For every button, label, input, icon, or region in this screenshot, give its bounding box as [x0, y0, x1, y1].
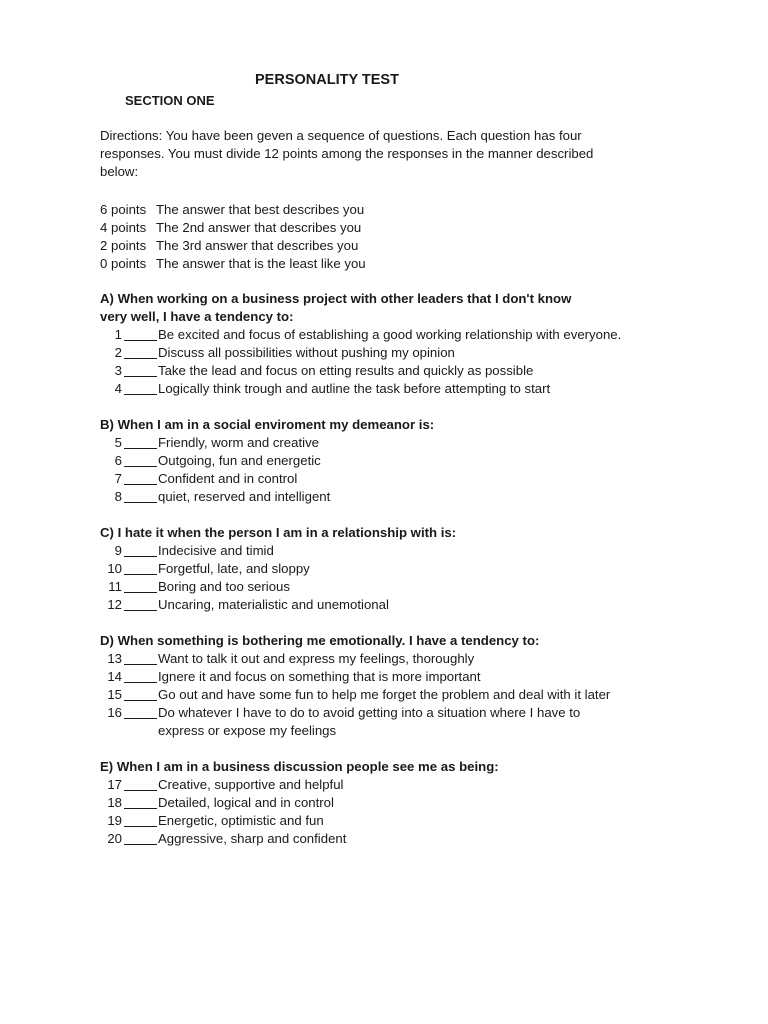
answer-number: 4	[114, 381, 122, 396]
answer-number: 16	[107, 705, 122, 720]
question-c	[100, 524, 720, 614]
answer-text: Friendly, worm and creative	[158, 435, 319, 450]
answer-blank[interactable]	[124, 560, 157, 575]
answer-blank[interactable]	[124, 776, 157, 791]
answer-text: Ignere it and focus on something that is more important	[158, 669, 481, 684]
answer-item	[100, 362, 720, 380]
answer-item	[100, 380, 720, 398]
answer-number: 8	[114, 489, 122, 504]
scoring-description: The 3rd answer that describes you	[156, 238, 359, 253]
scoring-description: The answer that best describes you	[156, 202, 365, 217]
answer-item	[100, 578, 720, 596]
answer-text: Discuss all possibilities without pushing my opinion	[158, 345, 455, 360]
answer-item	[100, 776, 720, 794]
scoring-points: 2 points	[100, 238, 147, 253]
answer-item	[100, 434, 720, 452]
answer-text: Forgetful, late, and sloppy	[158, 561, 310, 576]
question-text: B) When I am in a social enviroment my demeanor is:	[100, 417, 435, 432]
answer-item	[100, 326, 720, 344]
question-text: D) When something is bothering me emotionally. I have a tendency to:	[100, 633, 540, 648]
answer-blank[interactable]	[124, 794, 157, 809]
answer-blank[interactable]	[124, 434, 157, 449]
answer-item	[100, 344, 720, 362]
answer-item	[100, 812, 720, 830]
answer-item	[100, 470, 720, 488]
question-text: C) I hate it when the person I am in a relationship with is:	[100, 525, 457, 540]
answer-text: Aggressive, sharp and confident	[158, 831, 347, 846]
question-list	[100, 290, 720, 866]
scoring-points: 4 points	[100, 220, 147, 235]
answer-text: Logically think trough and autline the task before attempting to start	[158, 381, 551, 396]
answer-number: 18	[107, 795, 122, 810]
answer-blank[interactable]	[124, 452, 157, 467]
answer-text: Be excited and focus of establishing a good working relationship with everyone.	[158, 327, 622, 342]
answer-text: Creative, supportive and helpful	[158, 777, 344, 792]
answer-number: 13	[107, 651, 122, 666]
answer-text: Want to talk it out and express my feelings, thoroughly	[158, 651, 475, 666]
question-b	[100, 416, 720, 506]
answer-blank[interactable]	[124, 344, 157, 359]
answer-item	[100, 542, 720, 560]
answer-item	[100, 686, 720, 704]
answer-item	[100, 452, 720, 470]
answer-item	[100, 488, 720, 506]
answer-number: 19	[107, 813, 122, 828]
scoring-row	[100, 237, 366, 255]
section-heading: SECTION ONE	[125, 93, 215, 108]
scoring-row	[100, 219, 366, 237]
answer-text: Go out and have some fun to help me forget the problem and deal with it later	[158, 687, 611, 702]
answer-blank[interactable]	[124, 686, 157, 701]
answer-text: Do whatever I have to do to avoid getting into a situation where I have to express or expose my feelings	[158, 705, 581, 738]
answer-number: 20	[107, 831, 122, 846]
answer-blank[interactable]	[124, 596, 157, 611]
answer-number: 15	[107, 687, 122, 702]
answer-number: 9	[114, 543, 122, 558]
answer-number: 5	[114, 435, 122, 450]
answer-item	[100, 596, 720, 614]
answer-blank[interactable]	[124, 488, 157, 503]
answer-item	[100, 560, 720, 578]
answer-text: Indecisive and timid	[158, 543, 274, 558]
answer-item	[100, 830, 720, 848]
scoring-row	[100, 255, 366, 273]
question-text: A) When working on a business project with other leaders that I don't know very well, I have a tendency to:	[100, 291, 572, 324]
answer-blank[interactable]	[124, 470, 157, 485]
answer-item	[100, 794, 720, 812]
answer-blank[interactable]	[124, 812, 157, 827]
answer-blank[interactable]	[124, 830, 157, 845]
answer-number: 6	[114, 453, 122, 468]
answer-number: 11	[108, 579, 122, 594]
answer-text: quiet, reserved and intelligent	[158, 489, 331, 504]
scoring-legend	[100, 201, 366, 273]
answer-blank[interactable]	[124, 578, 157, 593]
scoring-points: 0 points	[100, 256, 147, 271]
answer-blank[interactable]	[124, 326, 157, 341]
answer-blank[interactable]	[124, 362, 157, 377]
question-d	[100, 632, 720, 740]
answer-text: Energetic, optimistic and fun	[158, 813, 324, 828]
answer-blank[interactable]	[124, 650, 157, 665]
answer-number: 10	[107, 561, 122, 576]
answer-item	[100, 650, 720, 668]
answer-text: Take the lead and focus on etting results and quickly as possible	[158, 363, 534, 378]
answer-blank[interactable]	[124, 668, 157, 683]
question-e	[100, 758, 720, 848]
question-a	[100, 290, 720, 398]
page-title: PERSONALITY TEST	[255, 72, 399, 88]
answer-text: Uncaring, materialistic and unemotional	[158, 597, 389, 612]
answer-text: Boring and too serious	[158, 579, 290, 594]
answer-number: 7	[114, 471, 122, 486]
scoring-description: The answer that is the least like you	[156, 256, 366, 271]
answer-number: 14	[107, 669, 122, 684]
answer-number: 1	[114, 327, 122, 342]
answer-blank[interactable]	[124, 704, 157, 719]
scoring-points: 6 points	[100, 202, 147, 217]
answer-blank[interactable]	[124, 542, 157, 557]
answer-number: 2	[114, 345, 122, 360]
scoring-description: The 2nd answer that describes you	[156, 220, 362, 235]
answer-text: Detailed, logical and in control	[158, 795, 334, 810]
answer-text: Outgoing, fun and energetic	[158, 453, 321, 468]
answer-number: 17	[107, 777, 122, 792]
answer-number: 3	[114, 363, 122, 378]
scoring-row	[100, 201, 366, 219]
answer-item	[100, 668, 720, 686]
answer-item	[100, 704, 720, 740]
answer-blank[interactable]	[124, 380, 157, 395]
question-text: E) When I am in a business discussion people see me as being:	[100, 759, 499, 774]
directions-text: Directions: You have been geven a sequence of questions. Each question has four responses. You must divide 12 points among the responses in the manner described below:	[100, 128, 594, 179]
answer-text: Confident and in control	[158, 471, 298, 486]
answer-number: 12	[107, 597, 122, 612]
